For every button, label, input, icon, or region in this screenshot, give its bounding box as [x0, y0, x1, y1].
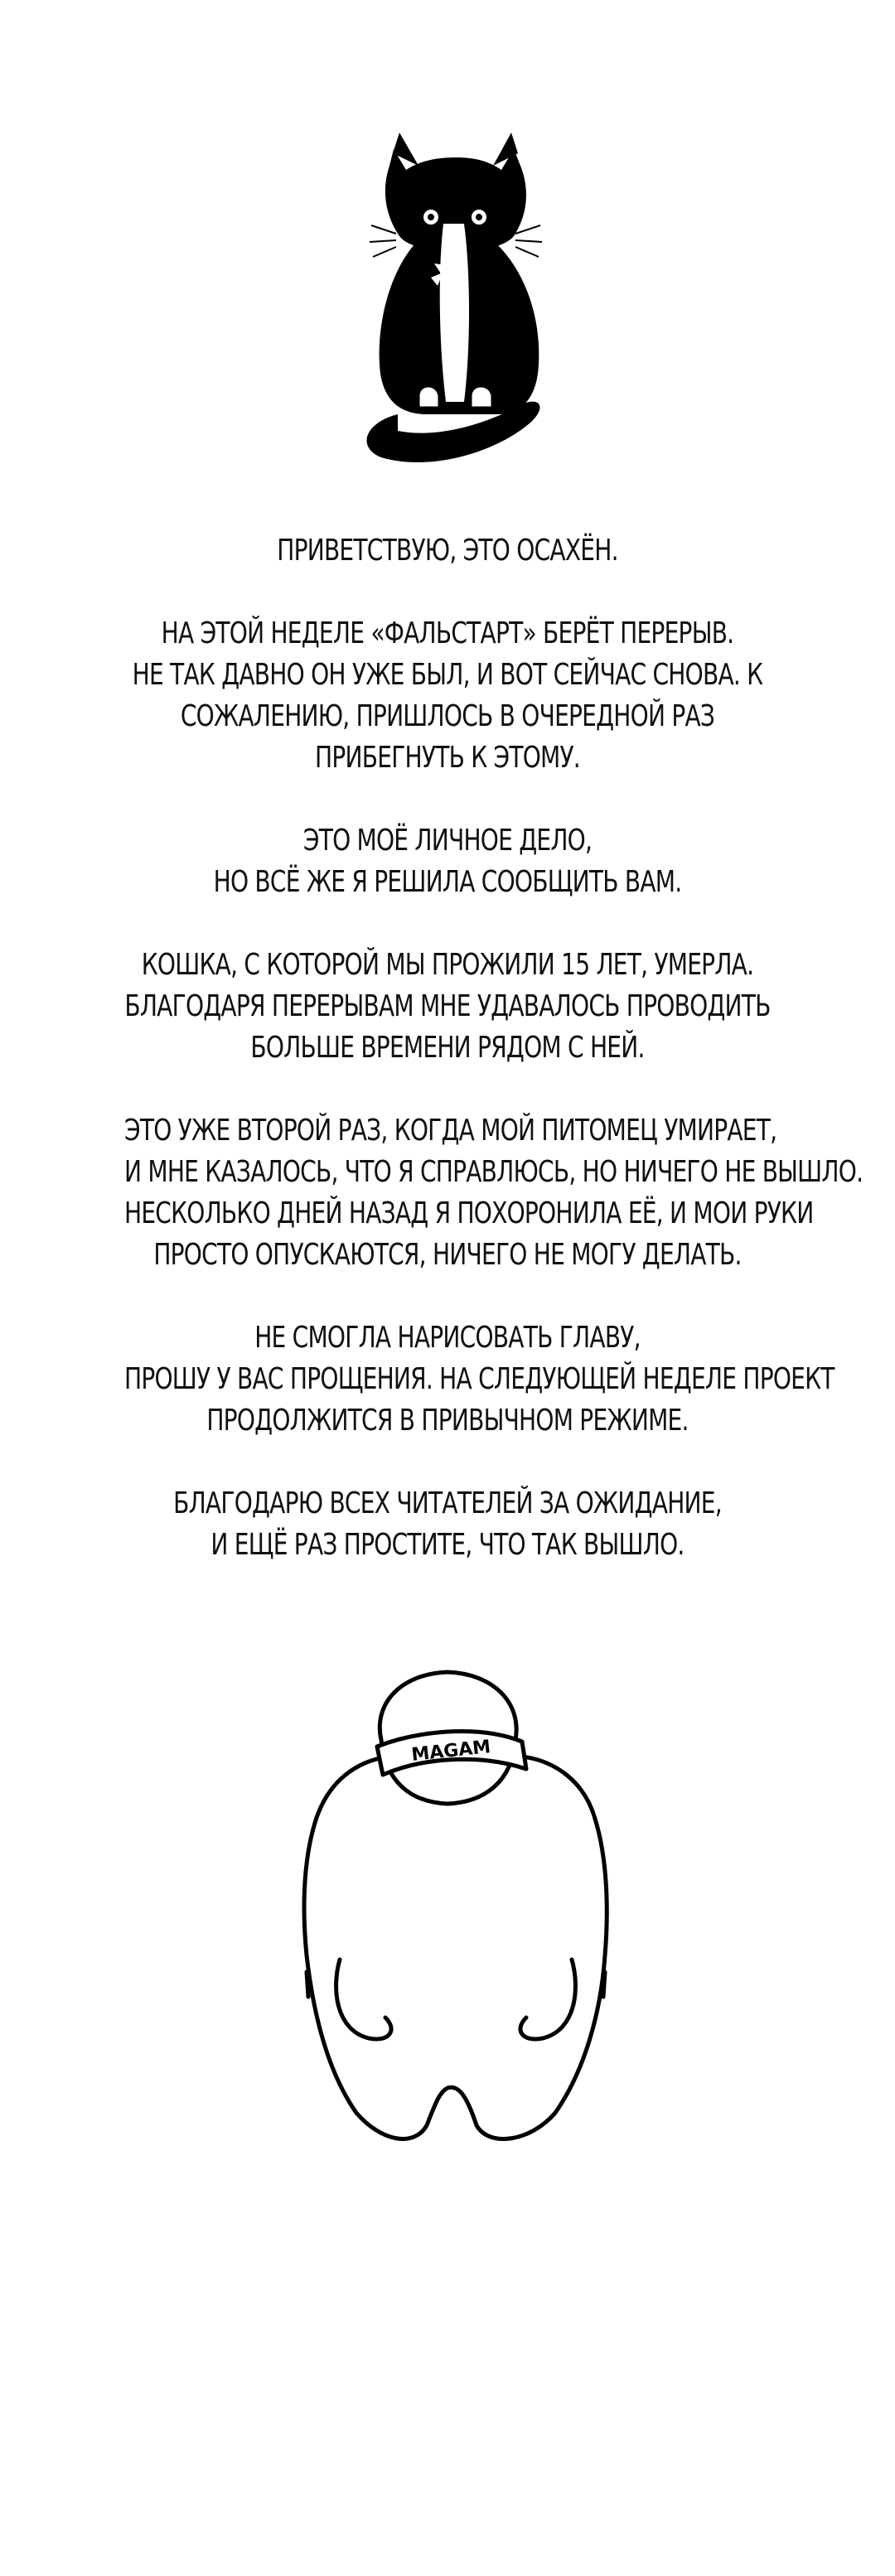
notice-line: КОШКА, С КОТОРОЙ МЫ ПРОЖИЛИ 15 ЛЕТ, УМЕРЛА. [141, 948, 754, 982]
notice-line: ЭТО МОЁ ЛИЧНОЕ ДЕЛО, [302, 824, 593, 858]
notice-line: НЕСКОЛЬКО ДНЕЙ НАЗАД Я ПОХОРОНИЛА ЕЁ, И МОИ РУКИ [124, 1196, 814, 1230]
notice-line: НА ЭТОЙ НЕДЕЛЕ «ФАЛЬСТАРТ» БЕРЁТ ПЕРЕРЫВ. [161, 616, 734, 650]
notice-line: НЕ СМОГЛА НАРИСОВАТЬ ГЛАВУ, [254, 1321, 641, 1355]
notice-line: НЕ ТАК ДАВНО ОН УЖЕ БЫЛ, И ВОТ СЕЙЧАС СНОВА. К [132, 658, 763, 692]
notice-line: БОЛЬШЕ ВРЕМЕНИ РЯДОМ С НЕЙ. [250, 1031, 645, 1065]
bowing-figure-illustration [0, 1641, 895, 2221]
notice-line: НО ВСЁ ЖЕ Я РЕШИЛА СООБЩИТЬ ВАМ. [213, 865, 682, 899]
notice-line: СОЖАЛЕНИЮ, ПРИШЛОСЬ В ОЧЕРЕДНОЙ РАЗ [180, 699, 715, 733]
notice-line: ПРОСТО ОПУСКАЮТСЯ, НИЧЕГО НЕ МОГУ ДЕЛАТЬ. [153, 1238, 742, 1272]
notice-line: БЛАГОДАРЯ ПЕРЕРЫВАМ МНЕ УДАВАЛОСЬ ПРОВОДИТЬ [124, 989, 771, 1023]
notice-line: ПРОДОЛЖИТСЯ В ПРИВЫЧНОМ РЕЖИМЕ. [206, 1404, 689, 1438]
notice-line: ПРОШУ У ВАС ПРОЩЕНИЯ. НА СЛЕДУЮЩЕЙ НЕДЕЛЕ ПРОЕКТ [124, 1362, 835, 1396]
notice-line: ПРИВЕТСТВУЮ, ЭТО ОСАХЁН. [277, 534, 618, 568]
hiatus-notice [33, 530, 862, 1607]
notice-paragraph-greeting [33, 530, 862, 572]
notice-line: БЛАГОДАРЮ ВСЕХ ЧИТАТЕЛЕЙ ЗА ОЖИДАНИЕ, [173, 1486, 722, 1520]
notice-paragraph-break [33, 613, 862, 779]
notice-line: И МНЕ КАЗАЛОСЬ, ЧТО Я СПРАВЛЮСЬ, НО НИЧЕГО НЕ ВЫШЛО. [124, 1155, 864, 1189]
notice-paragraph-apology [33, 1317, 862, 1442]
notice-line: ПРИБЕГНУТЬ К ЭТОМУ. [315, 741, 580, 775]
notice-line: И ЕЩЁ РАЗ ПРОСТИТЕ, ЧТО ТАК ВЫШЛО. [210, 1528, 685, 1562]
headband-text: MAGAM [410, 1737, 492, 1766]
notice-line: ЭТО УЖЕ ВТОРОЙ РАЗ, КОГДА МОЙ ПИТОМЕЦ УМИРАЕТ, [124, 1114, 777, 1148]
notice-paragraph-cat [33, 945, 862, 1069]
notice-paragraph-grief [33, 1110, 862, 1276]
notice-paragraph-thanks [33, 1483, 862, 1566]
cat-illustration [0, 0, 895, 497]
notice-paragraph-personal [33, 820, 862, 903]
